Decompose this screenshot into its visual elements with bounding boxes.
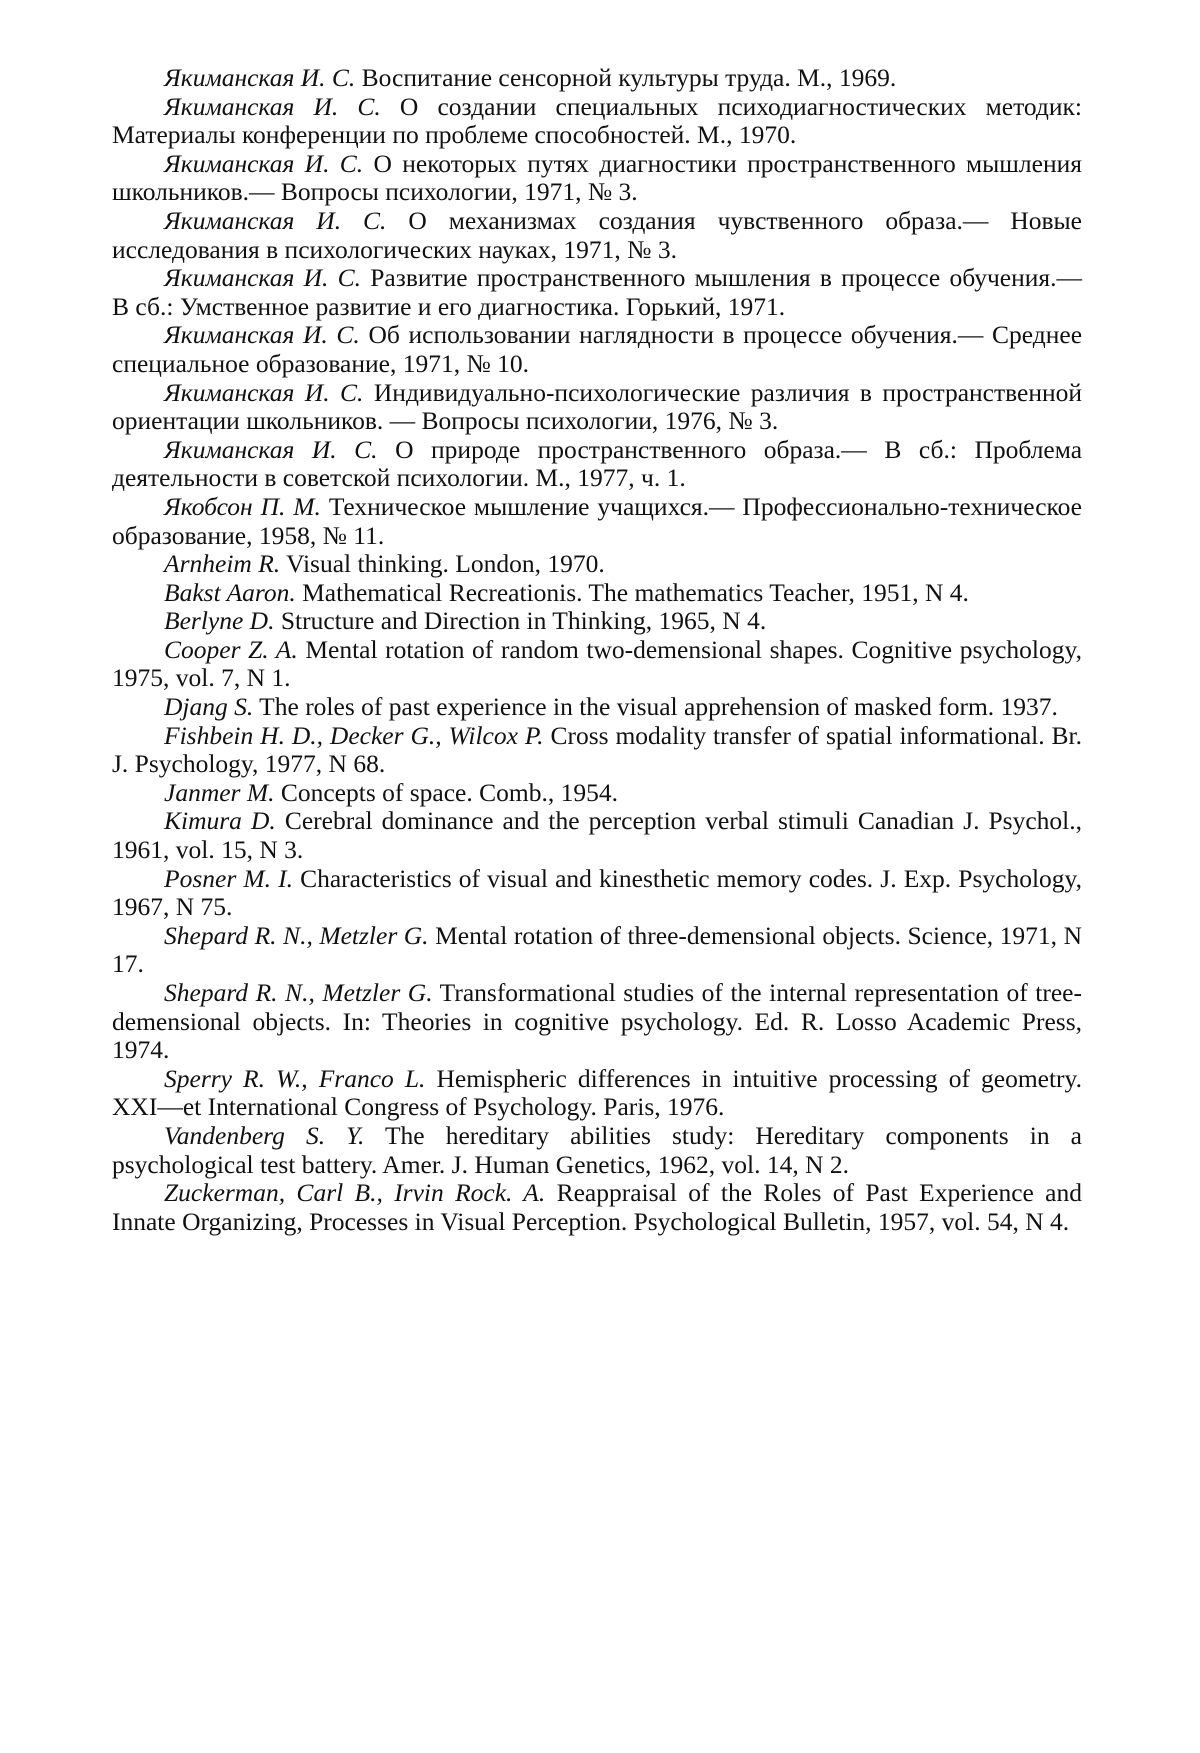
reference-entry xyxy=(112,636,1082,693)
reference-author: Berlyne D. xyxy=(164,606,275,636)
reference-entry xyxy=(112,264,1082,321)
reference-entry xyxy=(112,865,1082,922)
reference-text: Развитие пространственного мышления в процессе обучения.— В сб.: Умственное развитие и его диагностика. Горький, 1971. xyxy=(112,263,1082,321)
reference-text: О природе пространственного образа.— В сб.: Проблема деятельности в советской психологии. М., 1977, ч. 1. xyxy=(112,434,1083,493)
reference-entry xyxy=(112,807,1082,864)
reference-entry xyxy=(112,779,1082,808)
reference-text: О создании специальных психодиагностических методик: Материалы конференции по проблеме способностей. М., 1970. xyxy=(112,91,1083,150)
reference-author: Якобсон П. М. xyxy=(164,491,321,521)
reference-entry xyxy=(112,922,1082,979)
reference-entry xyxy=(112,493,1082,550)
reference-text: Об использовании наглядности в процессе обучения.— Среднее специальное образование, 1971, № 10. xyxy=(112,320,1083,378)
reference-text: Воспитание сенсорной культуры труда. М., 1969. xyxy=(361,63,897,92)
reference-author: Fishbein H. D., Decker G., Wilcox P. xyxy=(164,720,544,750)
reference-entry xyxy=(112,64,1082,93)
reference-text: Characteristics of visual and kinesthetic memory codes. J. Exp. Psychology, 1967, N 75. xyxy=(112,863,1082,922)
reference-author: Cooper Z. A. xyxy=(164,634,298,664)
reference-text: Mental rotation of three-demensional objects. Science, 1971, N 17. xyxy=(112,920,1082,979)
reference-entry xyxy=(112,207,1082,264)
reference-entry xyxy=(112,379,1082,436)
reference-text: Structure and Direction in Thinking, 1965, N 4. xyxy=(280,606,767,636)
reference-author: Якиманская И. С. xyxy=(164,377,364,407)
reference-text: The roles of past experience in the visual apprehension of masked form. 1937. xyxy=(259,692,1058,722)
reference-entry xyxy=(112,979,1082,1065)
reference-entry xyxy=(112,150,1082,207)
reference-text: Visual thinking. London, 1970. xyxy=(286,549,605,579)
reference-author: Shepard R. N., Metzler G. xyxy=(164,920,429,950)
reference-author: Якиманская И. С. xyxy=(164,91,381,121)
reference-text: О механизмах создания чувственного образа.— Новые исследования в психологических науках, 1971, № 3. xyxy=(112,205,1083,264)
reference-author: Janmer M. xyxy=(164,777,275,807)
reference-author: Zuckerman, Carl B., Irvin Rock. A. xyxy=(164,1178,546,1208)
reference-author: Якиманская И. С. xyxy=(164,320,360,350)
reference-text: О некоторых путях диагностики пространственного мышления школьников.— Вопросы психологии, 1971, № 3. xyxy=(112,148,1082,207)
reference-entry xyxy=(112,1122,1082,1179)
reference-text: Reappraisal of the Roles of Past Experience and Innate Organizing, Processes in Visual Perception. Psychological Bulletin, 1957, vol. 54, N 4. xyxy=(112,1178,1083,1236)
reference-text: Mathematical Recreationis. The mathematics Teacher, 1951, N 4. xyxy=(302,577,969,607)
reference-text: Hemispheric differences in intuitive processing of geometry. XXI—et International Congress of Psychology. Paris, 1976. xyxy=(112,1063,1083,1122)
reference-text: The hereditary abilities study: Hereditary components in a psychological test battery. Amer. J. Human Genetics, 1962, vol. 14, N 2. xyxy=(112,1120,1082,1179)
reference-author: Якиманская И. С. xyxy=(164,434,378,464)
reference-author: Arnheim R. xyxy=(164,549,281,579)
reference-author: Якиманская И. С. xyxy=(164,63,356,92)
reference-author: Якиманская И. С. xyxy=(164,263,361,293)
reference-text: Cross modality transfer of spatial informational. Br. J. Psychology, 1977, N 68. xyxy=(112,720,1082,779)
reference-author: Djang S. xyxy=(164,692,254,722)
reference-text: Concepts of space. Comb., 1954. xyxy=(280,777,618,807)
reference-text: Transformational studies of the internal representation of tree-demensional objects. In: Theories in cognitive psychology. Ed. R. Losso Academic Press, 1974. xyxy=(112,978,1082,1065)
reference-author: Kimura D. xyxy=(164,806,276,836)
reference-author: Bakst Aaron. xyxy=(164,577,296,607)
reference-text: Mental rotation of random two-demensional shapes. Cognitive psychology, 1975, vol. 7, N 1. xyxy=(112,634,1082,693)
reference-entry xyxy=(112,1065,1082,1122)
reference-entry xyxy=(112,436,1082,493)
reference-author: Якиманская И. С. xyxy=(164,148,364,178)
reference-author: Vandenberg S. Y. xyxy=(164,1120,365,1150)
reference-author: Sperry R. W., Franco L. xyxy=(164,1063,426,1093)
reference-entry xyxy=(112,550,1082,579)
reference-entry xyxy=(112,607,1082,636)
reference-entry xyxy=(112,693,1082,722)
bibliography-page xyxy=(112,64,1082,1236)
reference-author: Якиманская И. С. xyxy=(164,205,387,235)
reference-entry xyxy=(112,93,1082,150)
reference-entry xyxy=(112,321,1082,378)
reference-author: Shepard R. N., Metzler G. xyxy=(164,978,433,1007)
reference-entry xyxy=(112,1179,1082,1236)
reference-text: Индивидуально-психологические различия в пространственной ориентации школьников. — Вопросы психологии, 1976, № 3. xyxy=(112,377,1083,436)
reference-author: Posner M. I. xyxy=(164,863,293,893)
reference-text: Cerebral dominance and the perception verbal stimuli Canadian J. Psychol., 1961, vol. 15, N 3. xyxy=(112,806,1083,865)
reference-entry xyxy=(112,579,1082,608)
reference-entry xyxy=(112,722,1082,779)
reference-text: Техническое мышление учащихся.— Профессионально-техническое образование, 1958, № 11. xyxy=(112,491,1083,550)
